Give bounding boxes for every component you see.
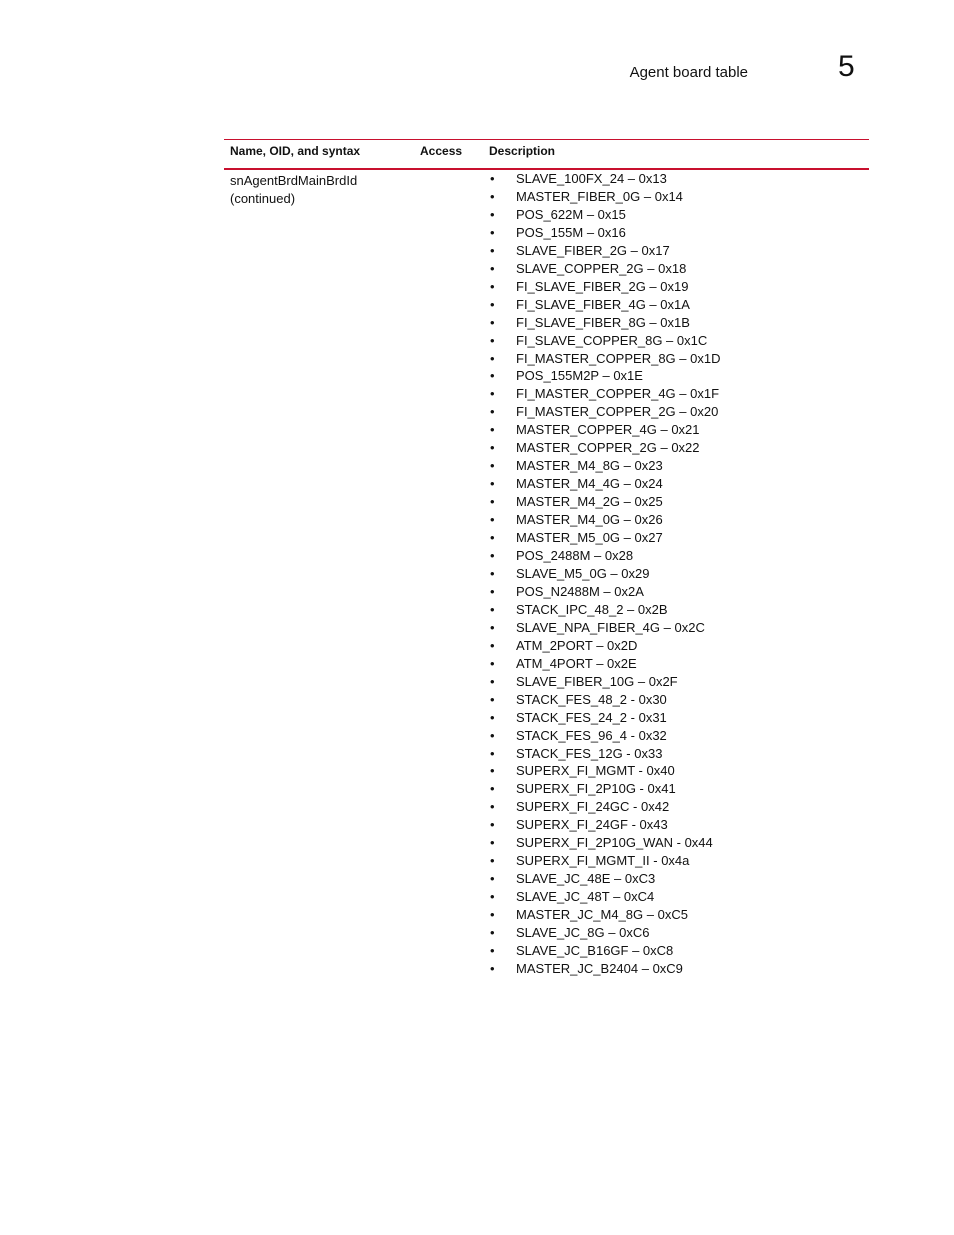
list-item-text: STACK_FES_12G - 0x33	[516, 745, 663, 761]
list-item-text: MASTER_M4_8G – 0x23	[516, 458, 663, 474]
list-item-text: SUPERX_FI_MGMT_II - 0x4a	[516, 853, 690, 869]
list-item	[489, 745, 720, 763]
list-item-text: FI_MASTER_COPPER_8G – 0x1D	[516, 350, 721, 366]
bullet-icon: •	[490, 709, 495, 725]
list-item	[489, 296, 720, 314]
list-item-text: STACK_FES_96_4 - 0x32	[516, 727, 667, 743]
column-header-name: Name, OID, and syntax	[230, 144, 361, 158]
list-item	[489, 529, 720, 547]
list-item-text: STACK_FES_24_2 - 0x31	[516, 709, 667, 725]
list-item	[489, 960, 720, 978]
list-item	[489, 834, 720, 852]
list-item-text: SLAVE_100FX_24 – 0x13	[516, 171, 667, 186]
bullet-icon: •	[490, 386, 495, 402]
list-item	[489, 314, 720, 332]
list-item-text: MASTER_COPPER_4G – 0x21	[516, 422, 700, 438]
list-item-text: SUPERX_FI_24GC - 0x42	[516, 799, 670, 815]
list-item	[489, 942, 720, 960]
bullet-icon: •	[490, 494, 495, 510]
list-item	[489, 332, 720, 350]
list-item-text: MASTER_M5_0G – 0x27	[516, 530, 663, 546]
column-header-access: Access	[420, 144, 463, 158]
bullet-icon: •	[490, 745, 495, 761]
list-item-text: FI_MASTER_COPPER_4G – 0x1F	[516, 386, 720, 402]
bullet-icon: •	[490, 278, 495, 294]
bullet-icon: •	[490, 835, 495, 851]
list-item	[489, 852, 720, 870]
column-header-description: Description	[489, 144, 556, 158]
list-item	[489, 727, 720, 745]
list-item-text: MASTER_JC_B2404 – 0xC9	[516, 960, 683, 976]
list-item	[489, 870, 720, 888]
list-item-text: MASTER_M4_2G – 0x25	[516, 494, 663, 510]
list-item-text: MASTER_FIBER_0G – 0x14	[516, 188, 683, 204]
table-header	[224, 139, 869, 170]
bullet-icon: •	[490, 512, 495, 528]
list-item	[489, 367, 720, 385]
list-item	[489, 691, 720, 709]
continued-note: (continued)	[230, 191, 296, 206]
list-item-text: SLAVE_JC_48E – 0xC3	[516, 871, 656, 887]
list-item-text: FI_SLAVE_FIBER_2G – 0x19	[516, 278, 689, 294]
list-item	[489, 457, 720, 475]
list-item-text: STACK_FES_48_2 - 0x30	[516, 691, 667, 707]
list-item	[489, 619, 720, 637]
bullet-icon: •	[490, 350, 495, 366]
list-item-text: FI_SLAVE_FIBER_4G – 0x1A	[516, 296, 690, 312]
bullet-icon: •	[490, 296, 495, 312]
bullet-icon: •	[490, 960, 495, 976]
bullet-icon: •	[490, 727, 495, 743]
list-item	[489, 583, 720, 601]
list-item-text: MASTER_JC_M4_8G – 0xC5	[516, 907, 688, 923]
list-item	[489, 224, 720, 242]
list-item-text: POS_155M – 0x16	[516, 224, 626, 240]
bullet-icon: •	[490, 404, 495, 420]
list-item-text: SUPERX_FI_24GF - 0x43	[516, 817, 668, 833]
list-item-text: SLAVE_FIBER_2G – 0x17	[516, 242, 670, 258]
list-item	[489, 762, 720, 780]
list-item-text: POS_N2488M – 0x2A	[516, 583, 644, 599]
bullet-icon: •	[490, 889, 495, 905]
list-item-text: SLAVE_JC_48T – 0xC4	[516, 889, 655, 905]
bullet-icon: •	[490, 206, 495, 222]
list-item	[489, 511, 720, 529]
bullet-icon: •	[490, 314, 495, 330]
list-item-text: MASTER_M4_0G – 0x26	[516, 512, 663, 528]
bullet-icon: •	[490, 601, 495, 617]
list-item	[489, 260, 720, 278]
bullet-icon: •	[490, 781, 495, 797]
object-name: snAgentBrdMainBrdId	[230, 173, 358, 188]
list-item-text: SLAVE_M5_0G – 0x29	[516, 565, 650, 581]
list-item-text: ATM_4PORT – 0x2E	[516, 655, 637, 671]
bullet-icon: •	[490, 260, 495, 276]
object-name-cell	[230, 172, 357, 208]
bullet-icon: •	[490, 224, 495, 240]
bullet-icon: •	[490, 458, 495, 474]
bullet-icon: •	[490, 565, 495, 581]
list-item-text: SUPERX_FI_2P10G_WAN - 0x44	[516, 835, 713, 851]
list-item-text: SLAVE_NPA_FIBER_4G – 0x2C	[516, 619, 705, 635]
list-item	[489, 655, 720, 673]
list-item	[489, 493, 720, 511]
list-item-text: POS_622M – 0x15	[516, 206, 626, 222]
list-item	[489, 170, 720, 188]
list-item	[489, 565, 720, 583]
list-item	[489, 439, 720, 457]
list-item-text: SLAVE_FIBER_10G – 0x2F	[516, 673, 678, 689]
bullet-icon: •	[490, 655, 495, 671]
list-item	[489, 547, 720, 565]
bullet-icon: •	[490, 422, 495, 438]
list-item-text: FI_SLAVE_COPPER_8G – 0x1C	[516, 332, 708, 348]
bullet-icon: •	[490, 530, 495, 546]
list-item-text: FI_SLAVE_FIBER_8G – 0x1B	[516, 314, 690, 330]
list-item-text: SLAVE_JC_B16GF – 0xC8	[516, 942, 674, 958]
bullet-icon: •	[490, 188, 495, 204]
list-item-text: MASTER_COPPER_2G – 0x22	[516, 440, 700, 456]
list-item-text: SUPERX_FI_2P10G - 0x41	[516, 781, 676, 797]
bullet-icon: •	[490, 368, 495, 384]
list-item-text: POS_155M2P – 0x1E	[516, 368, 643, 384]
list-item	[489, 780, 720, 798]
bullet-icon: •	[490, 583, 495, 599]
list-item	[489, 673, 720, 691]
bullet-icon: •	[490, 637, 495, 653]
list-item	[489, 350, 720, 368]
bullet-icon: •	[490, 332, 495, 348]
bullet-icon: •	[490, 548, 495, 564]
bullet-icon: •	[490, 799, 495, 815]
bullet-icon: •	[490, 853, 495, 869]
list-item	[489, 278, 720, 296]
list-item-text: FI_MASTER_COPPER_2G – 0x20	[516, 404, 719, 420]
list-item	[489, 601, 720, 619]
list-item	[489, 188, 720, 206]
list-item	[489, 888, 720, 906]
bullet-icon: •	[490, 242, 495, 258]
list-item-text: ATM_2PORT – 0x2D	[516, 637, 638, 653]
list-item	[489, 475, 720, 493]
bullet-icon: •	[490, 440, 495, 456]
bullet-icon: •	[490, 691, 495, 707]
bullet-icon: •	[490, 907, 495, 923]
list-item-text: SLAVE_JC_8G – 0xC6	[516, 925, 650, 941]
list-item-text: POS_2488M – 0x28	[516, 548, 634, 564]
list-item	[489, 206, 720, 224]
list-item	[489, 637, 720, 655]
list-item	[489, 798, 720, 816]
mib-table	[224, 139, 869, 976]
list-item	[489, 709, 720, 727]
list-item	[489, 421, 720, 439]
bullet-icon: •	[490, 942, 495, 958]
list-item-text: MASTER_M4_4G – 0x24	[516, 476, 663, 492]
bullet-icon: •	[490, 619, 495, 635]
list-item	[489, 906, 720, 924]
list-item	[489, 816, 720, 834]
list-item	[489, 242, 720, 260]
bullet-icon: •	[490, 925, 495, 941]
bullet-icon: •	[490, 476, 495, 492]
list-item-text: SUPERX_FI_MGMT - 0x40	[516, 763, 675, 779]
list-item	[489, 924, 720, 942]
list-item-text: STACK_IPC_48_2 – 0x2B	[516, 601, 668, 617]
bullet-icon: •	[490, 673, 495, 689]
bullet-icon: •	[490, 817, 495, 833]
list-item-text: SLAVE_COPPER_2G – 0x18	[516, 260, 687, 276]
list-item	[489, 403, 720, 421]
bullet-icon: •	[490, 871, 495, 887]
bullet-icon: •	[490, 763, 495, 779]
description-list	[489, 170, 720, 978]
chapter-number: 5	[838, 50, 855, 83]
list-item	[489, 385, 720, 403]
section-title: Agent board table	[629, 64, 748, 81]
bullet-icon: •	[490, 171, 495, 186]
